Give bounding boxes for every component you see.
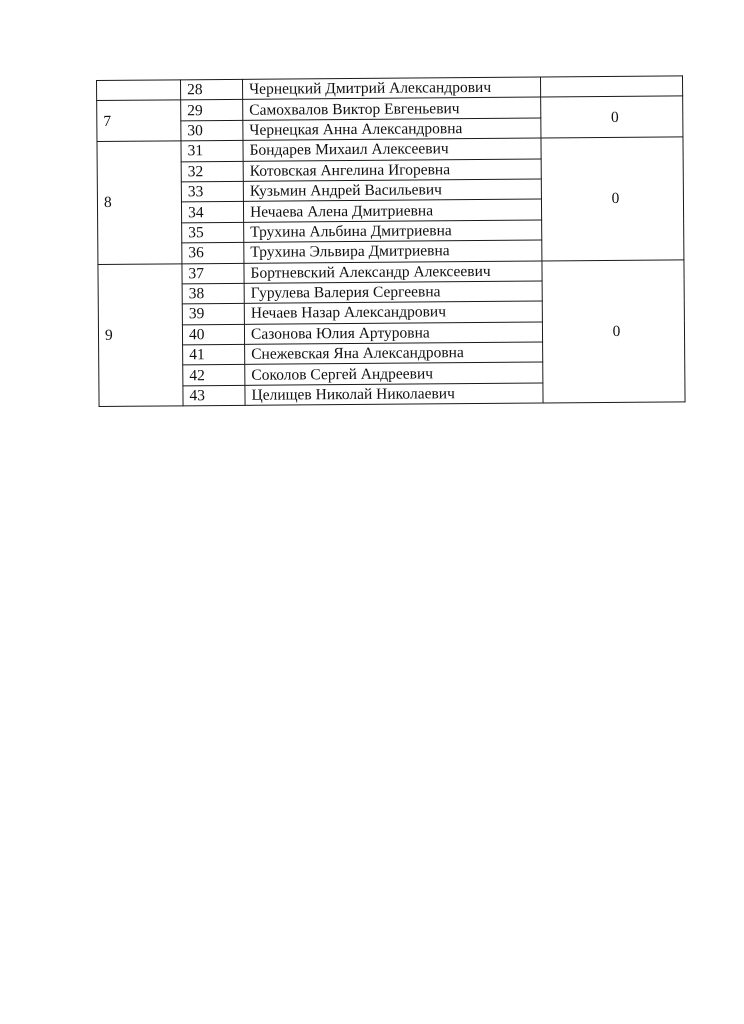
table-row [98, 259, 684, 284]
group-number: 8 [97, 141, 182, 264]
row-number: 35 [182, 222, 244, 243]
row-number: 41 [183, 344, 245, 365]
row-number: 32 [181, 161, 243, 182]
row-number: 39 [182, 304, 244, 325]
table-row [97, 96, 683, 121]
student-name: Гурулева Валерия Сергеевна [244, 281, 542, 304]
row-number: 28 [181, 79, 243, 100]
student-name: Бондарев Михаил Алексеевич [243, 138, 541, 161]
student-name: Снежевская Яна Александровна [245, 342, 543, 365]
student-name: Кузьмин Андрей Васильевич [243, 179, 541, 202]
row-number: 29 [181, 100, 243, 121]
row-number: 33 [181, 181, 243, 202]
student-name: Сазонова Юлия Артуровна [244, 322, 542, 345]
table-row [97, 137, 683, 162]
group-cell [97, 80, 181, 101]
row-number: 36 [182, 242, 244, 263]
student-name: Целищев Николай Николаевич [245, 383, 543, 406]
row-number: 30 [181, 120, 243, 141]
group-number: 9 [98, 263, 183, 406]
student-name: Бортневский Александр Алексеевич [244, 261, 542, 284]
student-name: Котовская Ангелина Игоревна [243, 159, 541, 182]
row-number: 38 [182, 283, 244, 304]
student-name: Нечаев Назар Александрович [244, 301, 542, 324]
row-number: 42 [183, 365, 245, 386]
group-score: 0 [541, 96, 683, 138]
score-cell [540, 76, 682, 98]
student-name: Трухина Эльвира Дмитриевна [244, 240, 542, 263]
student-name: Чернецкая Анна Александровна [243, 118, 541, 141]
group-score: 0 [542, 259, 685, 403]
group-number: 7 [97, 100, 181, 141]
row-number: 31 [181, 141, 243, 162]
row-number: 43 [183, 385, 245, 406]
student-name: Нечаева Алена Дмитриевна [243, 199, 541, 222]
row-number: 40 [182, 324, 244, 345]
group-score: 0 [541, 137, 684, 260]
student-name: Трухина Альбина Дмитриевна [244, 220, 542, 243]
student-name: Чернецкий Дмитрий Александрович [242, 77, 540, 100]
row-number: 34 [181, 202, 243, 223]
student-name: Соколов Сергей Андреевич [245, 362, 543, 385]
row-number: 37 [182, 263, 244, 284]
student-name: Самохвалов Виктор Евгеньевич [243, 97, 541, 120]
roster-table [96, 75, 686, 407]
